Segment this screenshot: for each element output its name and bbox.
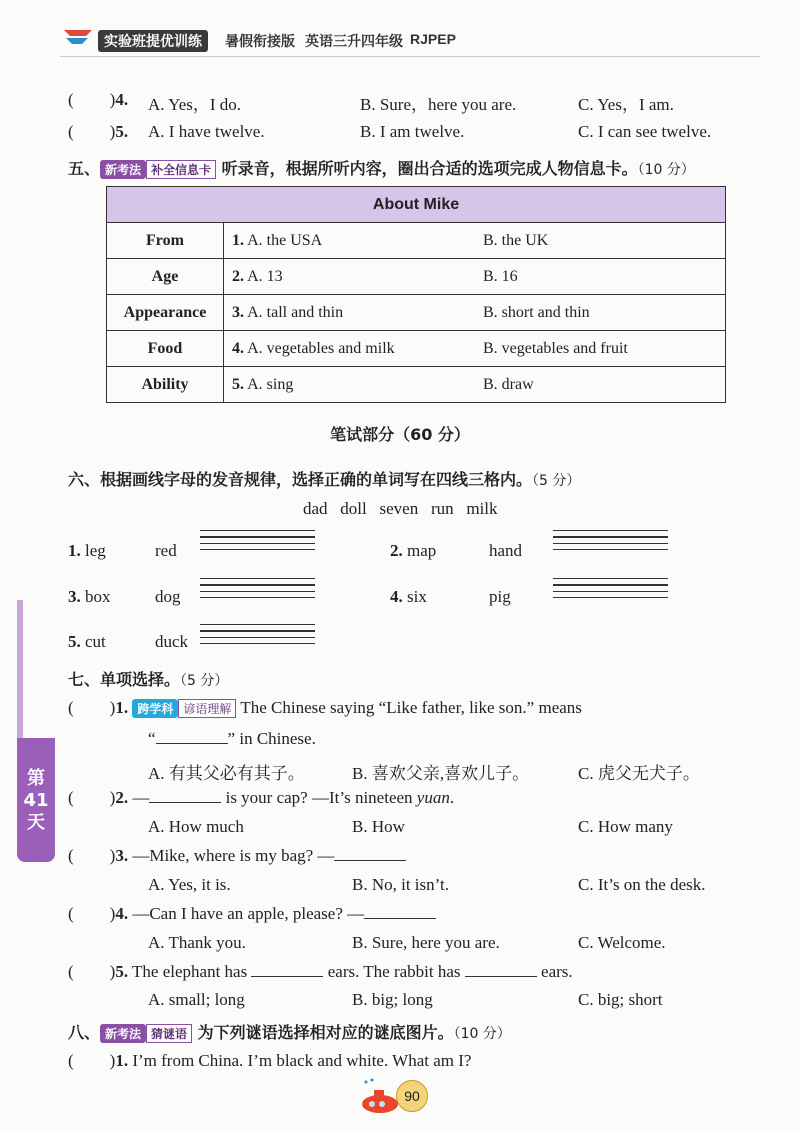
riddle-question: ( )1. I’m from China. I’m black and white. What am I? [68,1051,472,1070]
answer-blank[interactable] [149,788,221,803]
writing-lines[interactable] [553,530,668,555]
option-b: B. 喜欢父亲,喜欢儿子。 [352,764,530,783]
code-label: RJPEP [410,31,456,47]
option-c: C. It’s on the desk. [578,875,706,894]
option-c: C. How many [578,817,673,836]
section-7-heading: 七、单项选择。（5 分） [68,670,229,689]
option-c: C. Yes，I am. [578,95,674,114]
option-c: C. big; short [578,990,663,1009]
phonics-word: hand [489,541,523,560]
mcq-question: ( )3. —Mike, where is my bag? — [68,846,406,866]
side-bar-decoration [17,600,23,740]
table-row: Ability 5. A. sing B. draw [107,367,726,403]
answer-blank[interactable] [156,729,228,744]
option-a: A. I have twelve. [148,122,265,141]
new-method-badge: 新考法 [100,160,146,179]
phonics-word: red [155,541,177,560]
header-divider [60,56,760,57]
option-a: A. Yes，I do. [148,95,242,114]
option-a: A. How much [148,817,244,836]
option-c: C. 虎父无犬子。 [578,764,700,783]
table-row: From 1. A. the USA B. the UK [107,223,726,259]
task-badge: 补全信息卡 [146,160,216,179]
mcq-line: “ ” in Chinese. [148,729,316,748]
phonics-word: dog [155,587,181,606]
option-b: B. I am twelve. [360,122,465,141]
option-b: B. big; long [352,990,433,1009]
option-c: C. Welcome. [578,933,666,952]
written-part-title: 笔试部分（60 分） [330,425,470,444]
section-5-heading: 五、 新考法 补全信息卡 听录音，根据所听内容，圈出合适的选项完成人物信息卡。（10 分） [68,159,695,178]
section-6-heading: 六、根据画线字母的发音规律，选择正确的单词写在四线三格内。（5 分） [68,470,581,489]
riddle-badge: 猜谜语 [146,1024,192,1043]
writing-lines[interactable] [200,530,315,555]
writing-lines[interactable] [200,624,315,649]
table-row: Appearance 3. A. tall and thin B. short and thin [107,295,726,331]
option-b: B. Sure, here you are. [352,933,500,952]
phonics-word: pig [489,587,511,606]
series-title: 实验班提优训练 [98,30,208,52]
option-a: A. Thank you. [148,933,246,952]
phonics-item: 2. map [390,541,437,560]
option-b: B. How [352,817,405,836]
option-a: A. small; long [148,990,245,1009]
option-b: B. No, it isn’t. [352,875,449,894]
phonics-item: 3. box [68,587,111,606]
question-row: ( )5. [68,122,129,141]
info-card-table [106,186,726,403]
answer-blank[interactable] [465,962,537,977]
answer-blank[interactable] [364,904,436,919]
edition-label: 暑假衔接版 [225,33,295,49]
series-logo-icon [62,26,96,48]
day-tab: 第 41 天 [17,738,55,862]
option-a: A. 有其父必有其子。 [148,764,305,783]
table-row: Food 4. A. vegetables and milk B. vegetables and fruit [107,331,726,367]
answer-blank[interactable] [251,962,323,977]
phonics-word: duck [155,632,189,651]
option-c: C. I can see twelve. [578,122,712,141]
phonics-item: 4. six [390,587,427,606]
new-method-badge: 新考法 [100,1024,146,1043]
table-row: Age 2. A. 13 B. 16 [107,259,726,295]
mcq-question: ( )4. —Can I have an apple, please? — [68,904,436,924]
phonics-item: 1. leg [68,541,106,560]
word-bank: dad doll seven run milk [303,499,498,518]
cross-subject-badge: 跨学科 [132,699,178,718]
option-b: B. Sure，here you are. [360,95,517,114]
proverb-badge: 谚语理解 [178,699,236,718]
mcq-question: ( )2. — is your cap? —It’s nineteen yuan. [68,788,455,807]
table-title: About Mike [107,187,726,223]
question-row: ( )4. [68,90,129,109]
answer-blank[interactable] [334,846,406,861]
section-8-heading: 八、 新考法 猜谜语 为下列谜语选择相对应的谜底图片。（10 分） [68,1023,511,1042]
page-number: 90 [396,1080,428,1112]
mcq-question: ( )5. The elephant has ears. The rabbit has ears. [68,962,573,981]
writing-lines[interactable] [553,578,668,603]
writing-lines[interactable] [200,578,315,603]
option-a: A. Yes, it is. [148,875,231,894]
mcq-question: ( )1. 跨学科 谚语理解 The Chinese saying “Like father, like son.” means [68,698,582,717]
subject-label: 英语三升四年级 [305,33,403,49]
phonics-item: 5. cut [68,632,106,651]
